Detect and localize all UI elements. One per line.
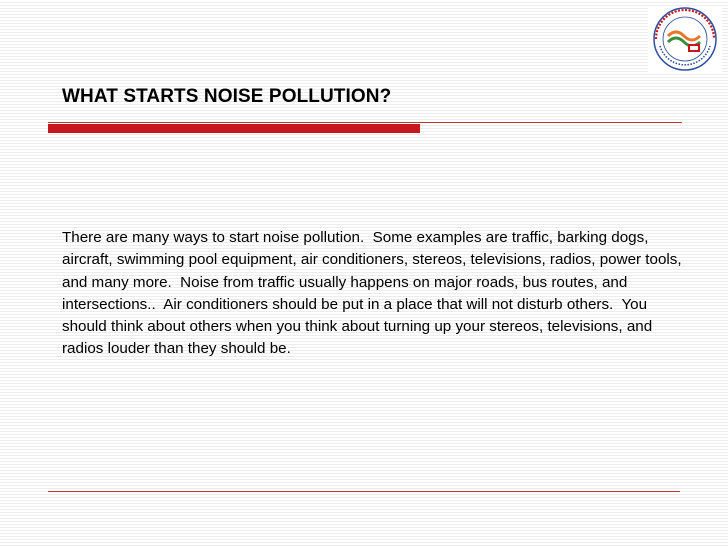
slide-title: WHAT STARTS NOISE POLLUTION? bbox=[62, 86, 392, 107]
footer-rule bbox=[48, 491, 680, 492]
title-accent-bar bbox=[48, 124, 420, 133]
slide-body-text: There are many ways to start noise pollution. Some examples are traffic, barking dogs, aircraft, swimming pool equipment, air conditioners, stereos, televisions, radios, power tools, and many more. Noise from traffic usually happens on major roads, bus routes, and intersections.. Air conditioners should be put in a place that will not disturb others. You should think about others when you think about turning up your stereos, televisions, and radios louder than they should be. bbox=[62, 229, 686, 358]
title-underline-rule bbox=[48, 122, 682, 123]
university-seal-logo bbox=[648, 6, 722, 72]
seal-icon bbox=[648, 6, 722, 72]
